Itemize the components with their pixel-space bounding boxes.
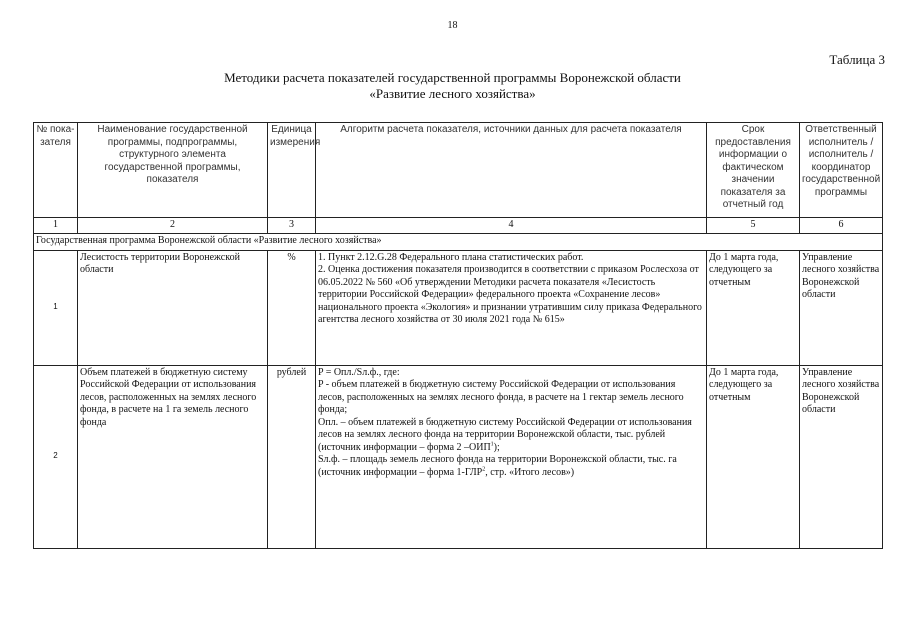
algorithm-line (318, 417, 704, 455)
title-line-1: Методики расчета показателей государственной программы Воронежской области (224, 70, 681, 85)
algorithm-text: Sл.ф. – площадь земель лесного фонда на территории Воронежской области, тыс. га (источник информации – форма 1-ГЛР (318, 454, 677, 478)
indicator-unit: % (268, 250, 316, 365)
algorithm-line: 2. Оценка достижения показателя производится в соответствии с приказом Рослесхоза от 06.05.2022 № 560 «Об утверждении Методики расчета показателя «Лесистость территории Российской Федерации» федерального проекта «Сохранение лесов» национального проекта «Экология» и признании утратившим силу приказа Федерального агентства лесного хозяйства от 30 июля 2021 года № 615» (318, 264, 702, 325)
column-number: 2 (78, 218, 268, 234)
column-number-row (34, 218, 883, 234)
algorithm-line: P = Опл./Sл.ф., где: (318, 366, 400, 378)
header-row (34, 123, 883, 218)
header-cell: Наименование государственной программы, подпрограммы, структурного элемента государственной программы, показателя (78, 123, 268, 218)
indicator-number: 2 (34, 365, 78, 548)
column-number: 1 (34, 218, 78, 234)
section-row (34, 233, 883, 250)
column-number: 5 (707, 218, 800, 234)
indicator-name: Лесистость территории Воронежской области (78, 250, 268, 365)
indicator-responsible: Управление лесного хозяйства Воронежской области (800, 365, 883, 548)
algorithm-text: , стр. «Итого лесов») (485, 466, 575, 478)
header-cell: Срок предоставления информации о фактическом значении показателя за отчетный год (707, 123, 800, 218)
column-number: 3 (268, 218, 316, 234)
algorithm-text: Опл. – объем платежей в бюджетную систему Российской Федерации от использования лесов на землях лесного фонда на территории Воронежской области, тыс. рублей (источник информации – форма 2 –ОИП (318, 416, 692, 453)
page-number: 18 (447, 20, 458, 31)
algorithm-text: ); (493, 441, 500, 453)
algorithm-line (318, 454, 704, 479)
indicator-name: Объем платежей в бюджетную систему Российской Федерации от использования лесов, расположенных на землях лесного фонда, в расчете на 1 га земель лесного фонда (78, 365, 268, 548)
footnote-mark: 1 (490, 441, 494, 448)
section-title: Государственная программа Воронежской области «Развитие лесного хозяйства» (34, 233, 883, 250)
footnote-mark: 2 (482, 466, 486, 473)
table-row (34, 250, 883, 365)
column-number: 4 (316, 218, 707, 234)
document-title (0, 70, 905, 102)
indicator-deadline: До 1 марта года, следующего за отчетным (707, 250, 800, 365)
indicators-table (33, 122, 883, 549)
indicator-responsible: Управление лесного хозяйства Воронежской области (800, 250, 883, 365)
indicator-unit: рублей (268, 365, 316, 548)
title-line-2: «Развитие лесного хозяйства» (369, 86, 536, 101)
algorithm-line: 1. Пункт 2.12.G.28 Федерального плана статистических работ. (318, 251, 584, 263)
header-cell: № пока-зателя (34, 123, 78, 218)
header-cell: Алгоритм расчета показателя, источники данных для расчета показателя (316, 123, 707, 218)
algorithm-line: P - объем платежей в бюджетную систему Российской Федерации от использования лесов, расположенных на землях лесного фонда, в расчете на 1 гектар земель лесного фонда; (318, 379, 684, 415)
indicator-algorithm (316, 365, 707, 548)
indicator-deadline: До 1 марта года, следующего за отчетным (707, 365, 800, 548)
column-number: 6 (800, 218, 883, 234)
indicator-algorithm (316, 250, 707, 365)
indicator-number: 1 (34, 250, 78, 365)
table-label: Таблица 3 (829, 52, 885, 67)
header-cell: Единица измерения (268, 123, 316, 218)
header-cell: Ответственный исполнитель / исполнитель / координатор государственной программы (800, 123, 883, 218)
table-row (34, 365, 883, 548)
